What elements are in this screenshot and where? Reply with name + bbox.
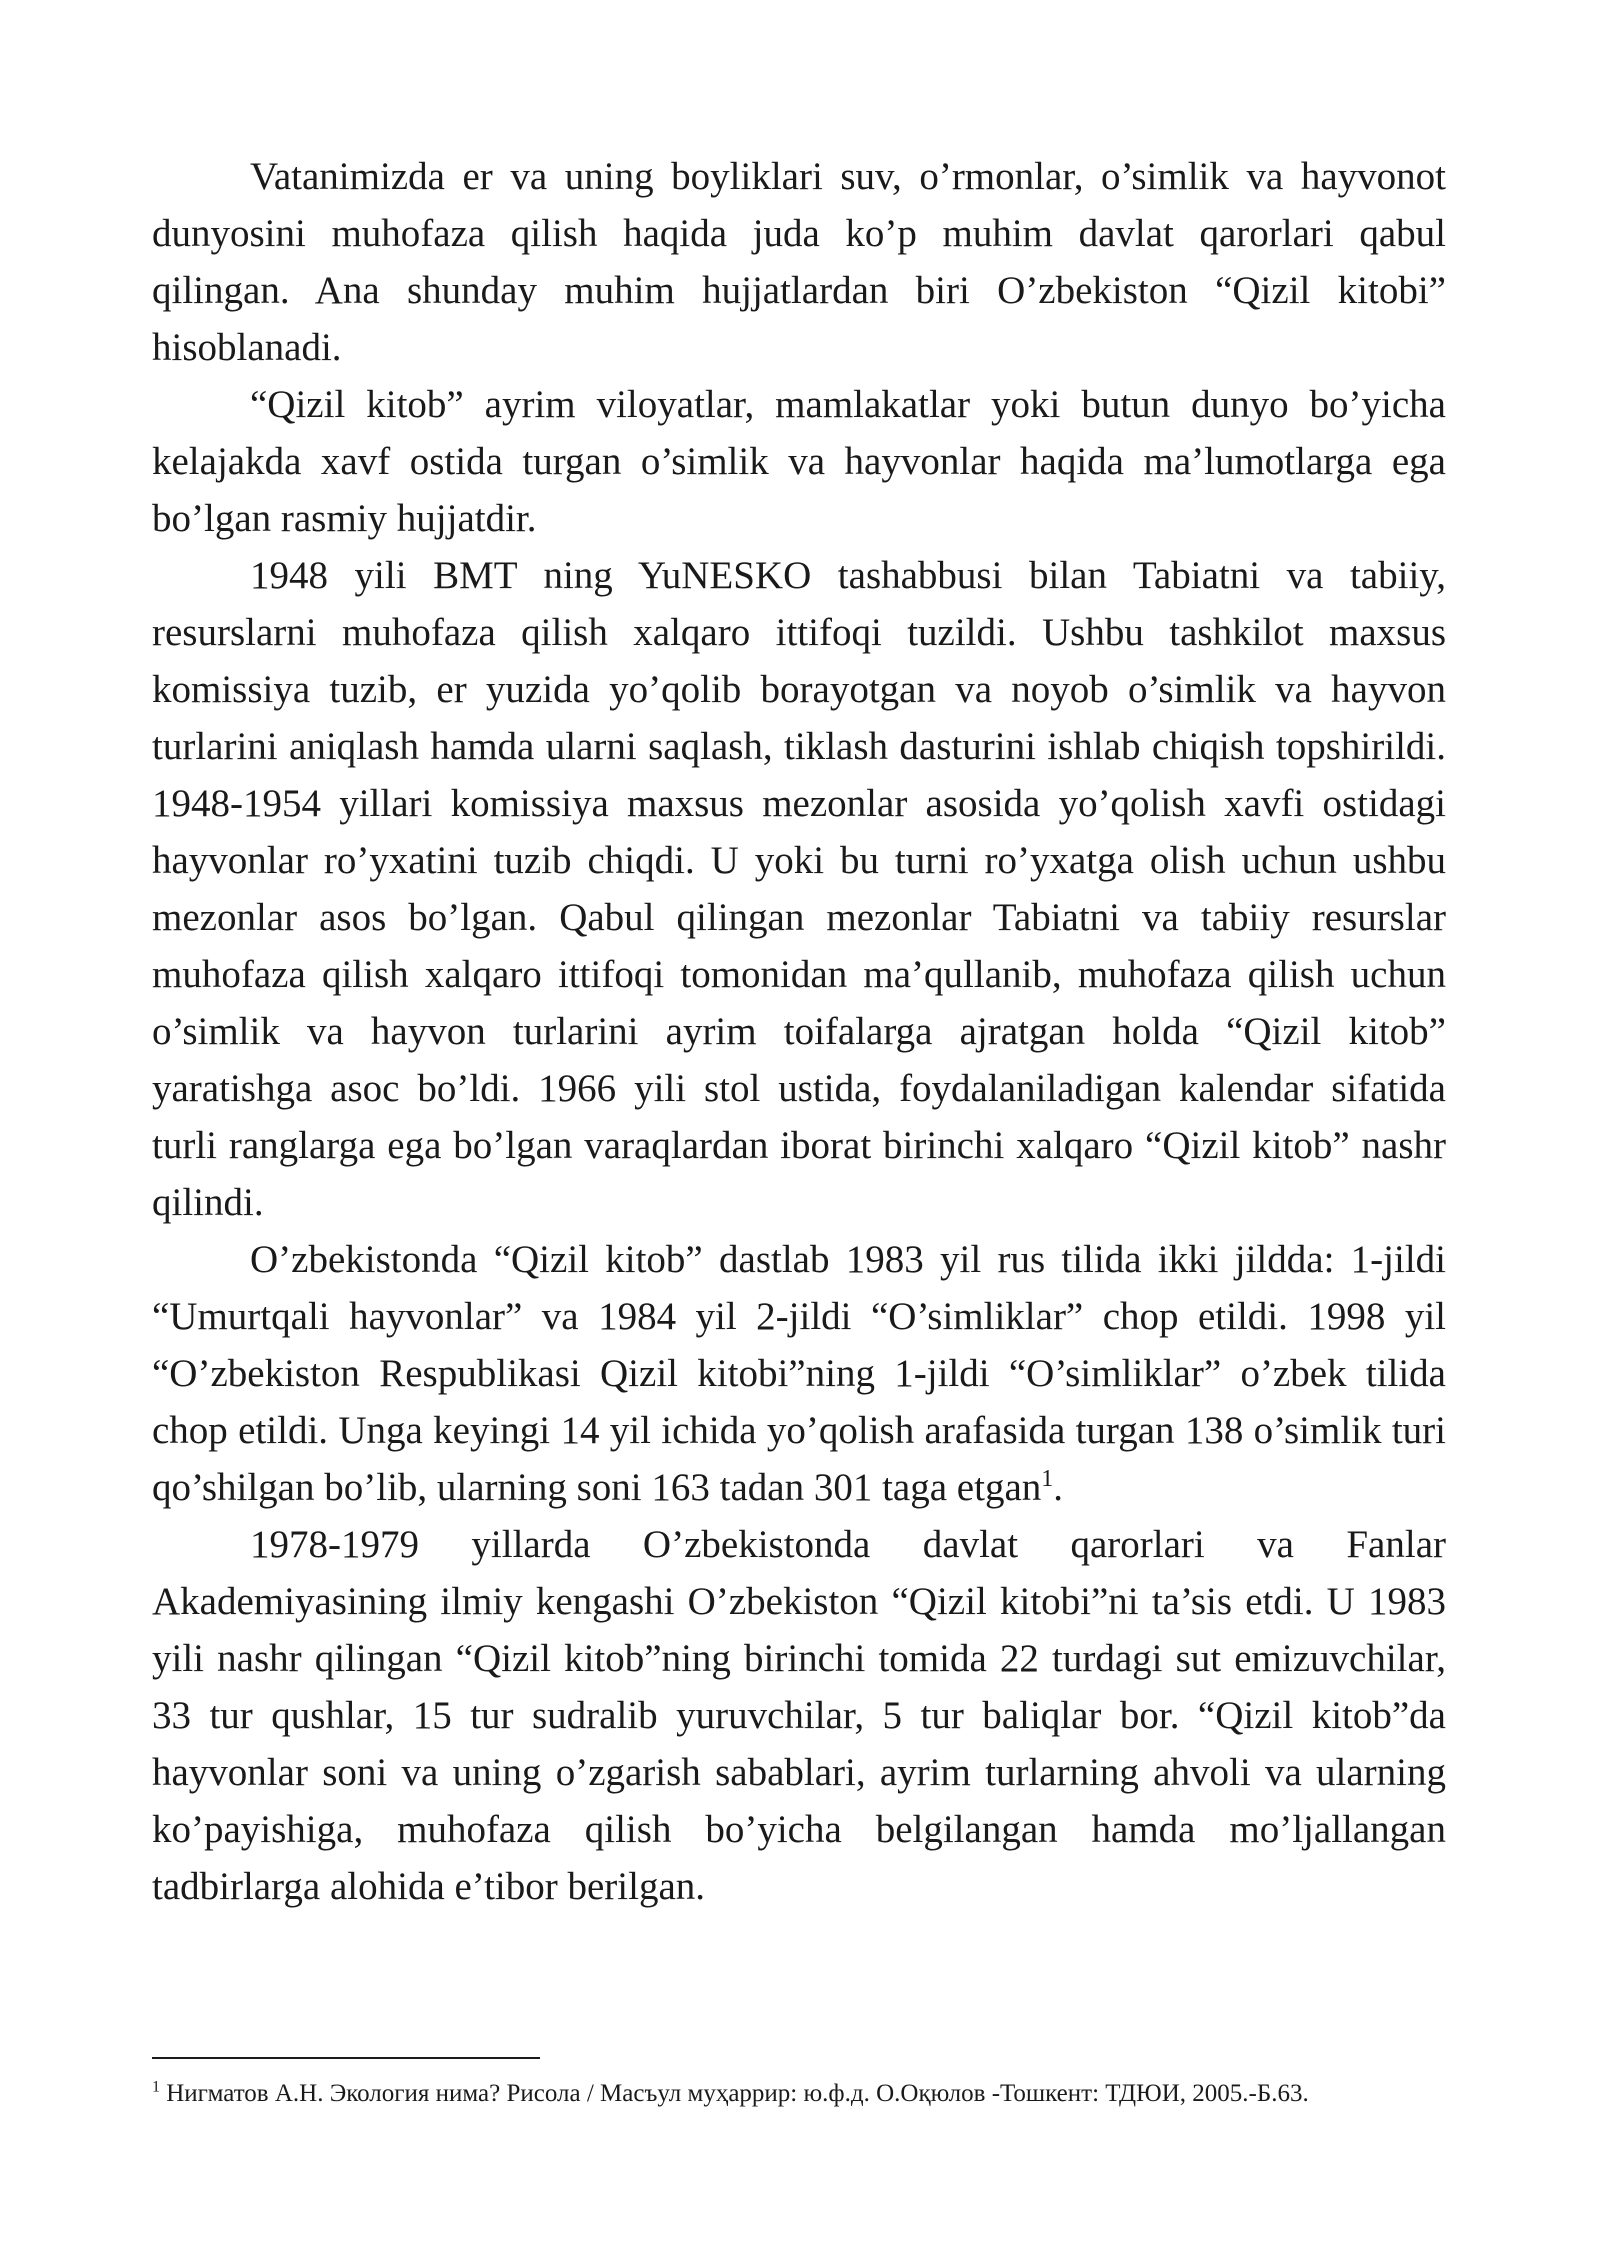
paragraph-3: 1948 yili BMT ning YuNESKO tashabbusi bilan Tabiatni va tabiiy, resurslarni muhofaza qilish xalqaro ittifoqi tuzildi. Ushbu tashkilot maxsus komissiya tuzib, er yuzida yo’qolib borayotgan va noyob o’simlik va hayvon turlarini aniqlash hamda ularni saqlash, tiklash dasturini ishlab chiqish topshirildi. 1948-1954 yillari komissiya maxsus mezonlar asosida yo’qolish xavfi ostidagi hayvonlar ro’yxatini tuzib chiqdi. U yoki bu turni ro’yxatga olish uchun ushbu mezonlar asos bo’lgan. Qabul qilingan mezonlar Tabiatni va tabiiy resurslar muhofaza qilish xalqaro ittifoqi tomonidan ma’qullanib, muhofaza qilish uchun o’simlik va hayvon turlarini ayrim toifalarga ajratgan holda “Qizil kitob” yaratishga asoc bo’ldi. 1966 yili stol ustida, foydalaniladigan kalendar sifatida turli ranglarga ega bo’lgan varaqlardan iborat birinchi xalqaro “Qizil kitob” nashr qilindi. — [152, 554, 1446, 1224]
footnote-text: Нигматов А.Н. Экология нима? Рисола / Масъул муҳаррир: ю.ф.д. О.Оқюлов -Тошкент: ТДЮИ, 2005.-Б.63. — [160, 2080, 1309, 2107]
paragraph-2: “Qizil kitob” ayrim viloyatlar, mamlakatlar yoki butun dunyo bo’yicha kelajakda xavf ostida turgan o’simlik va hayvonlar haqida ma’lumotlarga ega bo’lgan rasmiy hujjatdir. — [152, 383, 1446, 540]
footnote-reference[interactable]: 1 — [1041, 1466, 1054, 1492]
paragraph-4-end: . — [1053, 1466, 1063, 1509]
footnote-separator — [152, 2057, 540, 2059]
document-body — [152, 148, 1446, 1915]
footnote-number: 1 — [152, 2078, 160, 2096]
paragraph-4 — [152, 1231, 1446, 1516]
paragraph-1: Vatanimizda er va uning boyliklari suv, o’rmonlar, o’simlik va hayvonot dunyosini muhofaza qilish haqida juda ko’p muhim davlat qarorlari qabul qilingan. Ana shunday muhim hujjatlardan biri O’zbekiston “Qizil kitobi” hisoblanadi. — [152, 155, 1446, 369]
paragraph-5: 1978-1979 yillarda O’zbekistonda davlat qarorlari va Fanlar Akademiyasining ilmiy kengashi O’zbekiston “Qizil kitobi”ni ta’sis etdi. U 1983 yili nashr qilingan “Qizil kitob”ning birinchi tomida 22 turdagi sut emizuvchilar, 33 tur qushlar, 15 tur sudralib yuruvchilar, 5 tur baliqlar bor. “Qizil kitob”da hayvonlar soni va uning o’zgarish sabablari, ayrim turlarning ahvoli va ularning ko’payishiga, muhofaza qilish bo’yicha belgilangan hamda mo’ljallangan tadbirlarga alohida e’tibor berilgan. — [152, 1523, 1446, 1908]
footnote — [152, 2078, 1446, 2110]
paragraph-4-text: O’zbekistonda “Qizil kitob” dastlab 1983 yil rus tilida ikki jildda: 1-jildi “Umurtqali hayvonlar” va 1984 yil 2-jildi “O’simliklar” chop etildi. 1998 yil “O’zbekiston Respublikasi Qizil kitobi”ning 1-jildi “O’simliklar” o’zbek tilida chop etildi. Unga keyingi 14 yil ichida yo’qolish arafasida turgan 138 o’simlik turi qo’shilgan bo’lib, ularning soni 163 tadan 301 taga etgan — [152, 1238, 1446, 1509]
